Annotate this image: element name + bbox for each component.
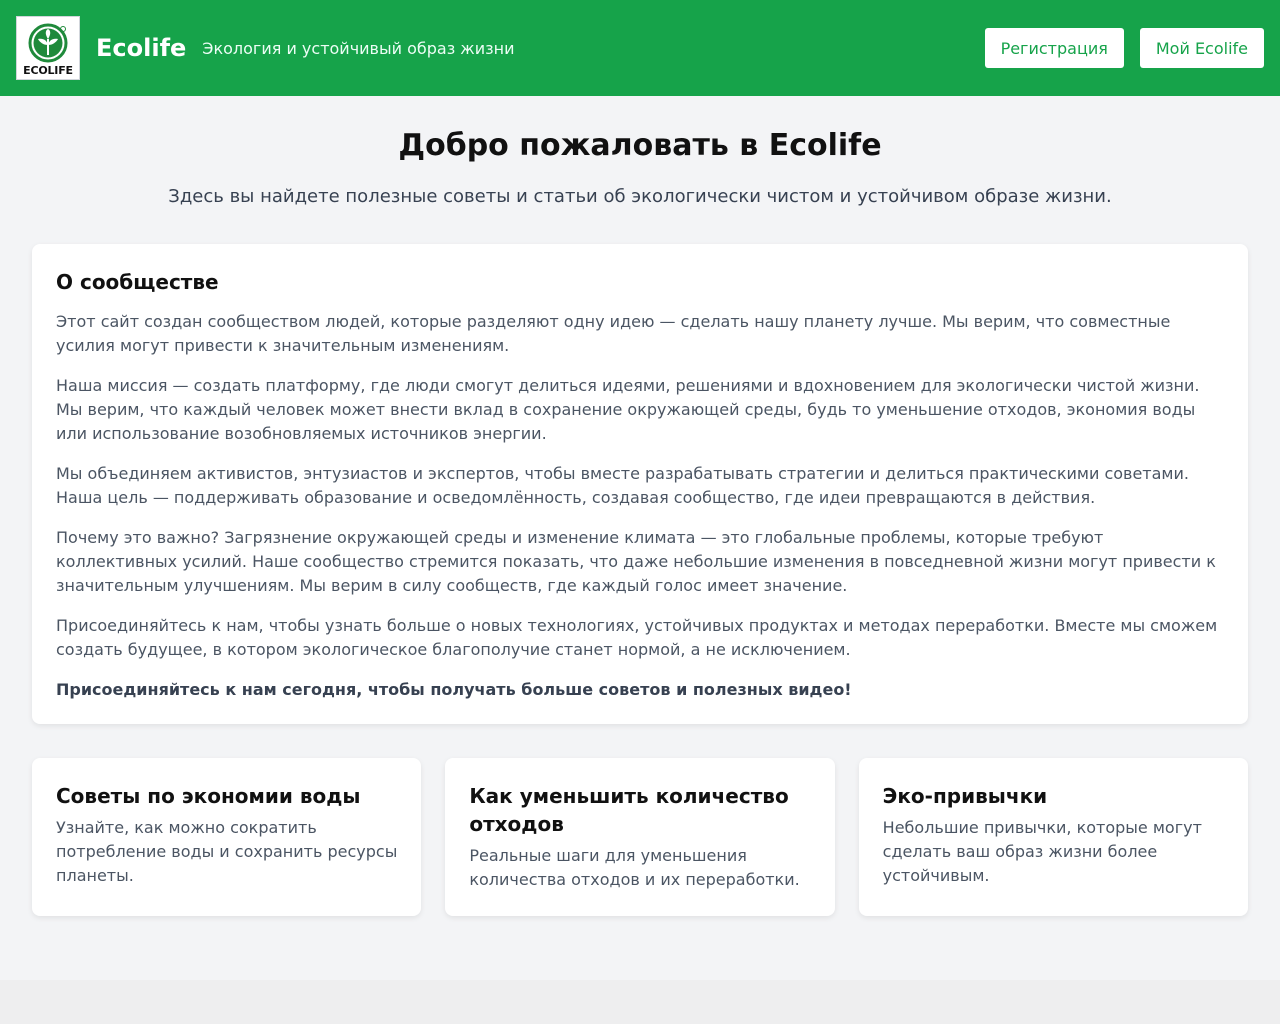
header-actions — [985, 28, 1264, 68]
about-paragraph: Мы объединяем активистов, энтузиастов и экспертов, чтобы вместе разрабатывать стратегии и делиться практическими советами. Наша цель — поддерживать образование и осведомлённость, создавая сообщество, где идеи превращаются в действия. — [56, 464, 1189, 507]
feature-title: Как уменьшить количество отходов — [469, 784, 789, 836]
about-paragraph: Наша миссия — создать платформу, где люди смогут делиться идеями, решениями и вдохновением для экологически чистой жизни. Мы верим, что каждый человек может внести вклад в сохранение окружающей среды, будь то уменьшение отходов, экономия воды или использование возобновляемых источников энергии. — [56, 376, 1200, 443]
register-button[interactable]: Регистрация — [985, 28, 1124, 68]
feature-title: Эко-привычки — [882, 784, 1048, 808]
my-ecolife-button[interactable]: Мой Ecolife — [1140, 28, 1264, 68]
feature-text: Реальные шаги для уменьшения количества отходов и их переработки. — [469, 846, 800, 889]
about-paragraph: Почему это важно? Загрязнение окружающей среды и изменение климата — это глобальные проблемы, которые требуют коллективных усилий. Наше сообщество стремится показать, что даже небольшие изменения в повседневной жизни могут привести к значительным улучшениям. Мы верим в силу сообществ, где каждый голос имеет значение. — [56, 528, 1216, 595]
logo-text: ECOLIFE — [23, 64, 73, 77]
top-header — [0, 0, 1280, 96]
page-subtitle: Здесь вы найдете полезные советы и статьи об экологически чистом и устойчивом образе жизни. — [168, 186, 1112, 207]
about-cta: Присоединяйтесь к нам сегодня, чтобы получать больше советов и полезных видео! — [56, 680, 852, 699]
brand-tagline: Экология и устойчивый образ жизни — [202, 38, 515, 58]
feature-cards — [32, 758, 1248, 916]
logo[interactable] — [16, 16, 80, 80]
about-body — [56, 310, 1224, 702]
hero-section — [0, 96, 1280, 210]
about-paragraph: Этот сайт создан сообществом людей, которые разделяют одну идею — сделать нашу планету лучше. Мы верим, что совместные усилия могут привести к значительным изменениям. — [56, 312, 1171, 355]
feature-text: Небольшие привычки, которые могут сделать ваш образ жизни более устойчивым. — [882, 818, 1202, 885]
feature-card-waste[interactable] — [445, 758, 834, 916]
feature-card-water[interactable] — [32, 758, 421, 916]
about-title: О сообществе — [56, 270, 219, 294]
feature-card-habits[interactable] — [859, 758, 1248, 916]
about-paragraph: Присоединяйтесь к нам, чтобы узнать больше о новых технологиях, устойчивых продуктах и методах переработки. Вместе мы сможем создать будущее, в котором экологическое благополучие станет нормой, а не исключением. — [56, 616, 1218, 659]
feature-title: Советы по экономии воды — [56, 784, 361, 808]
footer — [0, 980, 1280, 1024]
page-title: Добро пожаловать в Ecolife — [398, 128, 882, 163]
about-card — [32, 244, 1248, 724]
brand-name[interactable]: Ecolife — [96, 34, 187, 62]
feature-text: Узнайте, как можно сократить потребление воды и сохранить ресурсы планеты. — [56, 818, 398, 885]
